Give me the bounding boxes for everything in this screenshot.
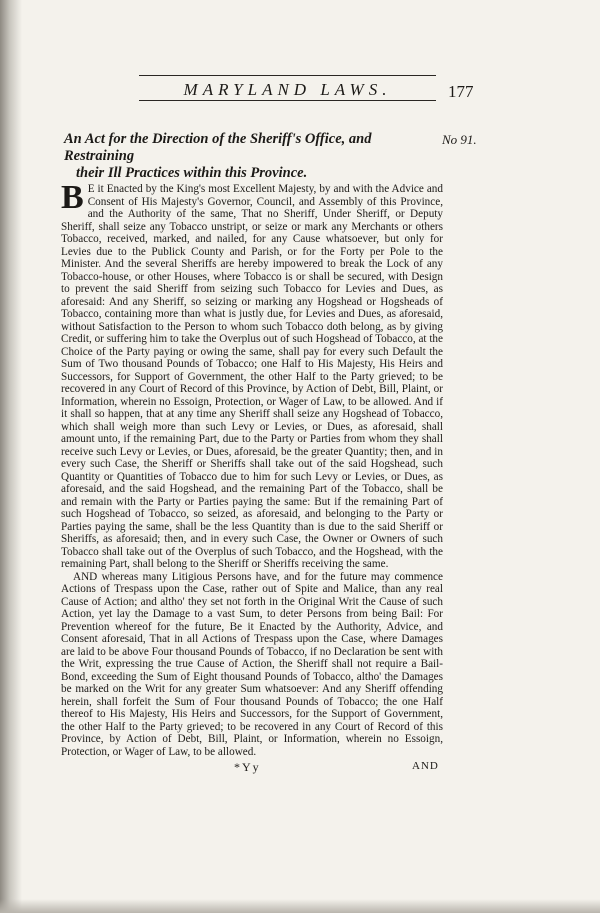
- catchword: AND: [412, 760, 439, 772]
- signature-mark: *Yy: [234, 760, 261, 774]
- page-number: 177: [448, 82, 474, 101]
- paragraph-enacting: [61, 179, 443, 571]
- paragraph-whereas: AND whereas many Litigious Persons have, and for the future may commence Actions of Trespass upon the Case, rather out of Spite and Malice, than any real Cause of Action; and altho' they set not forth in the Original Writ the Cause of such Action, yet lay the Damage to a vast Sum, to deter Persons from being Bail: For Prevention whereof for the future, Be it Enacted by the Authority, Advice, and Consent aforesaid, That in all Actions of Trespass upon the Case, where Damages are laid to be above Four thousand Pounds of Tobacco, if no Declaration be sent with the Writ, expressing the true Cause of Action, the Sheriff shall not require a Bail-Bond, exceeding the Sum of Eight thousand Pounds of Tobacco, altho' the Damages be marked on the Writ for any greater Sum whatsoever: And any Sheriff offending herein, shall forfeit the Sum of Four thousand Pounds of Tobacco; the one Half thereof to His Majesty, His Heirs and Successors, for the Support of Government, the other Half to the Party grieved; to be recovered in any Court of Record of this Province, by Action of Debt, Bill, Plaint, or Information, wherein no Essoign, Protection, or Wager of Law, to be allowed.: [61, 570, 443, 758]
- binding-shadow: [0, 0, 22, 913]
- paragraph-1-text: E it Enacted by the King's most Excellent Majesty, by and with the Advice and Consent of His Majesty's Governor, Council, and Assembly of this Province, and the Authority of the same, That no Sheriff, Under Sheriff, or Deputy Sheriff, shall seize any Tobacco unstript, or seize or mark any Merchants or others Tobacco, received, marked, and nailed, for any Cause whatsoever, but only for Levies due to the Publick County and Parish, or for the Forty per Pole to the Minister. And the several Sheriffs are hereby impowered to break the Lock of any Tobacco-house, or other Houses, where Tobacco is or shall be secured, with Design to prevent the said Sheriff from seizing such Tobacco for Levies and Dues, as aforesaid: And any Sheriff, so seizing or marking any Hogshead or Hogsheads of Tobacco, containing more than what is justly due, for Levies and Dues, as aforesaid, without Satisfaction to the Person to whom such Tobacco doth belong, as by giving Credit, or suffering him to take the Overplus out of such Hogshead of Tobacco, at the Choice of the Party paying or owing the same, shall pay for every such Default the Sum of Two thousand Pounds of Tobacco; one Half to His Majesty, His Heirs and Successors, for Support of Government, the other Half to the Party grieved; to be recovered in any Court of Record of this Province, by Action of Debt, Bill, Plaint, or Information, wherein no Essoign, Protection, or Wager of Law, to be allowed. And if it shall so happen, that at any time any Sheriff shall seize any Hogshead of Tobacco, which shall weigh more than such Levy or Levies, or Dues, as aforesaid, shall amount unto, if the remaining Part, due to the Party or Parties from whom they shall receive such Levy or Levies, or Dues, aforesaid, be the greater Quantity; then, and in every such Case, the Sheriff or Sheriffs shall take out of the said Hogshead, such Quantity or Quantities of Tobacco due to him for such Levy or Levies, or Dues, as aforesaid, and the said Hogshead, and the remaining Part of the Tobacco, shall be and remain with the Party or Parties paying the same: But if the remaining Part of such Hogshead of Tobacco, so seized, as aforesaid, and belonging to the Party or Parties paying the same, shall be the less Quantity than is due to the said Sheriff or Sheriffs, as aforesaid; then, and in every such Case, the Owner or Owners of such Tobacco shall take out of the Overplus of such Tobacco, and the Hogshead, with the remaining Part, shall belong to the Sheriff or Sheriffs receiving the same.: [61, 183, 443, 570]
- bottom-edge-shadow: [0, 899, 600, 913]
- act-body: [61, 179, 443, 758]
- running-head: MARYLAND LAWS.: [183, 80, 392, 99]
- drop-cap: B: [61, 179, 84, 216]
- act-number: No 91.: [442, 132, 477, 147]
- act-title-line-1: An Act for the Direction of the Sheriff's Office, and Restraining: [64, 131, 372, 164]
- header-rule-top: [139, 75, 436, 76]
- header-rule-bottom: [139, 100, 436, 101]
- act-title-line-2: their Ill Practices within this Province.: [76, 165, 308, 181]
- act-title: [64, 131, 436, 182]
